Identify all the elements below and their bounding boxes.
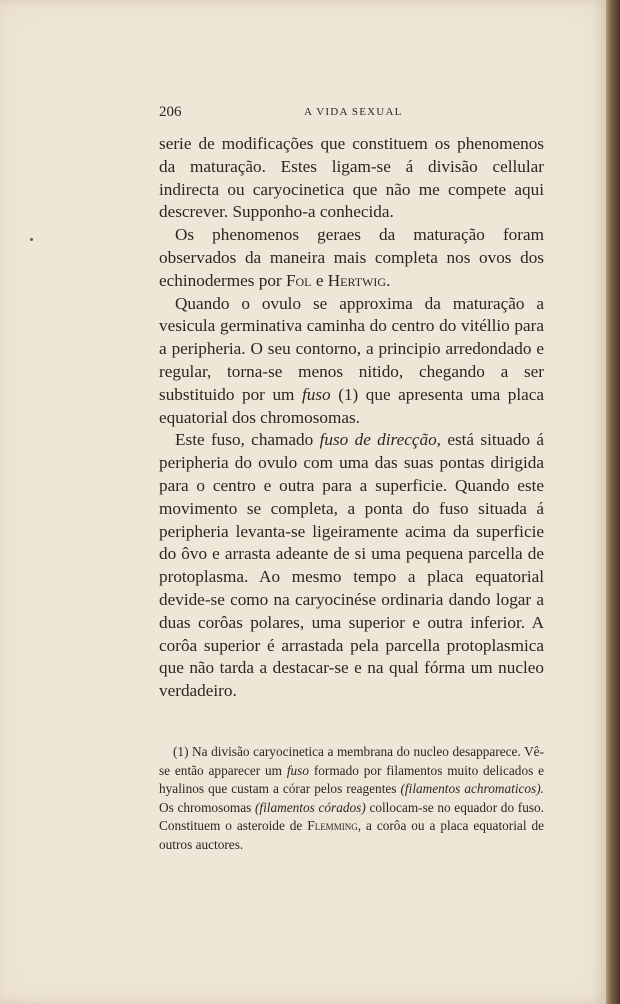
author-flemming: Flemming <box>307 818 358 834</box>
footnote-term-achromaticos: (filamentos achromaticos). <box>400 781 544 797</box>
footnote-1 <box>159 743 544 855</box>
paragraph-2 <box>159 224 544 292</box>
paragraph-2-text: Os phenomenos geraes da maturação foram observados da maneira mais completa nos ovos dos echinodermes por <box>159 225 544 290</box>
term-fuso: fuso <box>302 384 331 404</box>
body-text <box>159 133 544 703</box>
author-fol: Fol <box>285 270 312 290</box>
footnote-text-1: (1) Na divisão caryocinetica a membrana do nucleo desapparece. Vê-se então apparecer um <box>159 744 544 778</box>
paragraph-4 <box>159 429 544 703</box>
paragraph-3 <box>159 293 544 430</box>
period: . <box>386 270 391 290</box>
author-hertwig: Hertwig <box>327 270 387 290</box>
paragraph-4-text: Este fuso, chamado <box>175 430 314 450</box>
footnote-text-4: collocam-se no equador do fuso. Constituem o asteroide de <box>159 799 544 834</box>
paragraph-3-end: (1) que apresenta uma placa equatorial dos chromosomas. <box>159 384 545 427</box>
paragraph-4-end: está situado á peripheria do ovulo com uma das suas pontas dirigida para o centro e outra para a superficie. Quando este movimento se completa, a ponta do fuso situada á peripheria levanta-se ligeiramente acima da superficie do ôvo e arrasta adeante de si uma pequena parcella de protoplasma. Ao mesmo tempo a placa equatorial devide-se como na caryocinése ordinaria dando logar a duas corôas polares, uma superior e outra inferior. A corôa superior é arrastada pela parcella protoplasmica que não tarda a destacar-se e na qual fórma um nucleo verdadeiro. <box>159 430 545 701</box>
footnote-term-fuso: fuso <box>286 762 309 778</box>
footnote-term-corados: (filamentos córados) <box>254 799 366 815</box>
paragraph-1-text: serie de modificações que constituem os phenomenos da maturação. Estes ligam-se á divisão cellular indirecta ou caryocinetica que não me compete aqui descrever. Supponho-a conhecida. <box>159 134 544 222</box>
conjunction: e <box>315 270 324 290</box>
page-number: 206 <box>159 104 182 120</box>
term-fuso-de-direccao: fuso de direcção, <box>319 430 441 450</box>
footnote-text-3: Os chromosomas <box>159 799 252 815</box>
paragraph-1 <box>159 133 544 224</box>
book-spine-edge <box>606 0 620 1004</box>
paragraph-3-text: Quando o ovulo se approxima da maturação a vesicula germinativa caminha do centro do vitéllio para a peripheria. O seu contorno, a principio arredondado e regular, torna-se menos nitido, chegando a ser substituido por um <box>159 293 544 404</box>
footnote-text-2: formado por filamentos muito delicados e hyalinos que custam a córar pelos reagentes <box>159 762 544 797</box>
footnote-text-5: , a corôa ou a placa equatorial de outros auctores. <box>159 818 545 852</box>
running-head: A VIDA SEXUAL <box>304 106 403 118</box>
footnote <box>159 743 544 855</box>
page-header <box>159 104 543 124</box>
paper-speck <box>30 238 33 241</box>
